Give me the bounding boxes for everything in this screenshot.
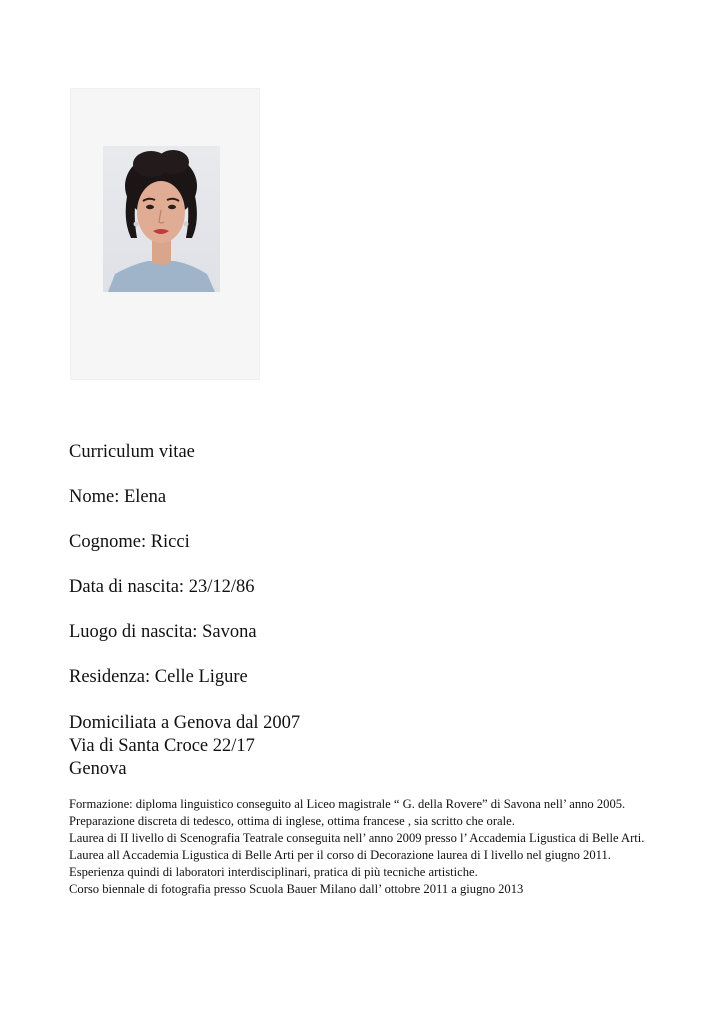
cv-details bbox=[69, 796, 655, 899]
domicilio-line-2: Via di Santa Croce 22/17 bbox=[69, 736, 255, 756]
portrait-illustration bbox=[103, 146, 220, 292]
paragraph-lingue: Preparazione discreta di tedesco, ottima di inglese, ottima francese , sia scritto che orale. bbox=[69, 814, 515, 829]
field-cognome: Cognome: Ricci bbox=[69, 532, 190, 552]
paragraph-esperienza: Esperienza quindi di laboratori interdisciplinari, pratica di più tecniche artistiche. bbox=[69, 865, 478, 880]
paragraph-formazione: Formazione: diploma linguistico conseguito al Liceo magistrale “ G. della Rovere” di Savona nell’ anno 2005. bbox=[69, 797, 626, 811]
domicilio-block bbox=[69, 712, 300, 781]
photo-frame bbox=[70, 88, 260, 380]
portrait-photo bbox=[103, 146, 220, 292]
domicilio-line-3: Genova bbox=[69, 759, 127, 779]
field-data-nascita: Data di nascita: 23/12/86 bbox=[69, 577, 255, 597]
field-residenza: Residenza: Celle Ligure bbox=[69, 667, 248, 687]
domicilio-line-1: Domiciliata a Genova dal 2007 bbox=[69, 713, 301, 733]
paragraph-laurea-i: Laurea all Accademia Ligustica di Belle Arti per il corso di Decorazione laurea di I livello nel giugno 2011. bbox=[69, 848, 611, 863]
paragraph-fotografia: Corso biennale di fotografia presso Scuola Bauer Milano dall’ ottobre 2011 a giugno 2013 bbox=[69, 882, 524, 897]
document-title: Curriculum vitae bbox=[69, 442, 195, 462]
field-luogo-nascita: Luogo di nascita: Savona bbox=[69, 622, 257, 642]
paragraph-laurea-ii: Laurea di II livello di Scenografia Teatrale conseguita nell’ anno 2009 presso l’ Accademia Ligustica di Belle Arti. bbox=[69, 831, 645, 846]
field-nome: Nome: Elena bbox=[69, 487, 167, 507]
